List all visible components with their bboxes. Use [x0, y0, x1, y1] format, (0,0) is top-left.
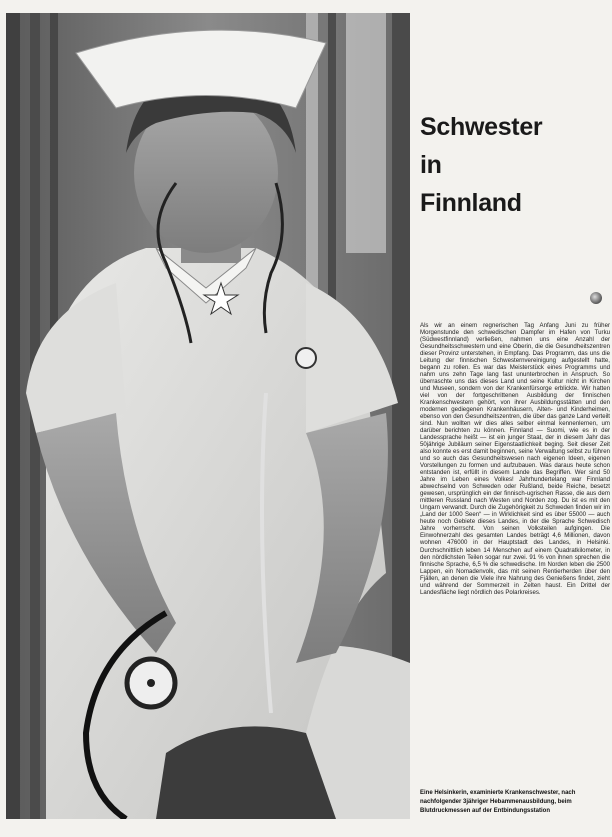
- hole-punch-mark: [590, 292, 602, 304]
- article-body: [420, 322, 610, 778]
- photo-caption: Eine Helsinkerin, examinierte Krankenschwester, nach nachfolgender 3jähriger Hebammenausbildung, beim Blutdruckmessen auf der Entbindungsstation: [420, 790, 576, 814]
- title-line-3: Finnland: [420, 189, 522, 217]
- article-body-paragraph: Als wir an einem regnerischen Tag Anfang Juni zu früher Morgenstunde den schwedischen Dampfer im Hafen von Turku (Südwestfinnland) verließen, nahmen uns eine Anzahl der Gesundheitsschwestern und eine Oberin, die die Gesundheitszentren dieser Provinz unterstehen, in Empfang. Das Programm, das uns die Leitung der finnischen Schwesternvereinigung aufgestellt hatte, begann zu rollen. Es war das Meisterstück eines Programms und nahm uns zehn Tage lang fast ununterbrochen in Anspruch. So überraschte uns das dieses Land und seine Kultur nicht in Kirchen und Museen, sondern von der Krankenfürsorge erblickte. Wir hatten viel von der fortgeschrittenen Ausbildung der finnischen Krankenschwestern gehört, von ihrer Ausbildungsstätten und den modernen gediegenen Krankenhäusern, Alten- und Kinderheimen, ebenso von den Gesundheitszentren, die über das ganze Land verteilt sind. Nun wollten wir dies alles selber einmal kennenlernen, um darüber berichten zu können. Finnland — Suomi, wie es in der Landessprache heißt — ist ein junger Staat, der in diesem Jahr das 50jährige Jubiläum seiner Eigenstaatlichkeit beging. Seit dieser Zeit also konnte es erst damit beginnen, seine Verwaltung selbst zu führen und so auch das Gesundheitswesen nach eigenen Ideen, eigenen Vorstellungen zu formen und aufzubauen. Was daraus heute schon entstanden ist, erfüllt in diesem Lande das Begriffen. Wer sind 50 Jahre im Leben eines Volkes! Jahrhundertelang war Finnland abwechselnd von Schweden oder Rußland, beide Reiche, besetzt gewesen, ursprünglich ein der finnisch-ugrischen Rasse, die aus dem mittleren Russland nach Westen und Norden zog. Du ist es mit den Ungarn verwandt. Durch die Zugehörigkeit zu Schweden finden wir im „Land der 1000 Seen“ — in Wirklichkeit sind es über 55000 — auch heute noch Gebiete dieses Landes, in der die Sprache Schwedisch Jahre vorherrscht. Von seinen Volksteilen aufgingen. Die Einwohnerzahl des gesamten Landes beträgt 4,6 Millionen, davon wohnen 476000 in der Hauptstadt des Landes, in Helsinki. Durchschnittlich leben 14 Menschen auf einem Quadratkilometer, in den nördlichsten Teilen sogar nur zwei. 91 % von ihnen sprechen die finnische Sprache, 6,5 % die schwedische. Im Norden leben die 2500 Lappen, ein Nomadenvolk, das mit seinen Rentierherden über den Fjällen, an denen die Viele ihre Nahrung des Genießens findet, zieht und während der Sommerzeit in Zelten haust. Ein Drittel der Landesfläche liegt nördlich des Polarkreises.: [420, 322, 610, 596]
- title-line-2: in: [420, 151, 442, 179]
- nurse-photo: [6, 13, 410, 819]
- article-title: [420, 108, 610, 222]
- title-line-1: Schwester: [420, 113, 543, 141]
- nurse-photo-illustration: [6, 13, 410, 819]
